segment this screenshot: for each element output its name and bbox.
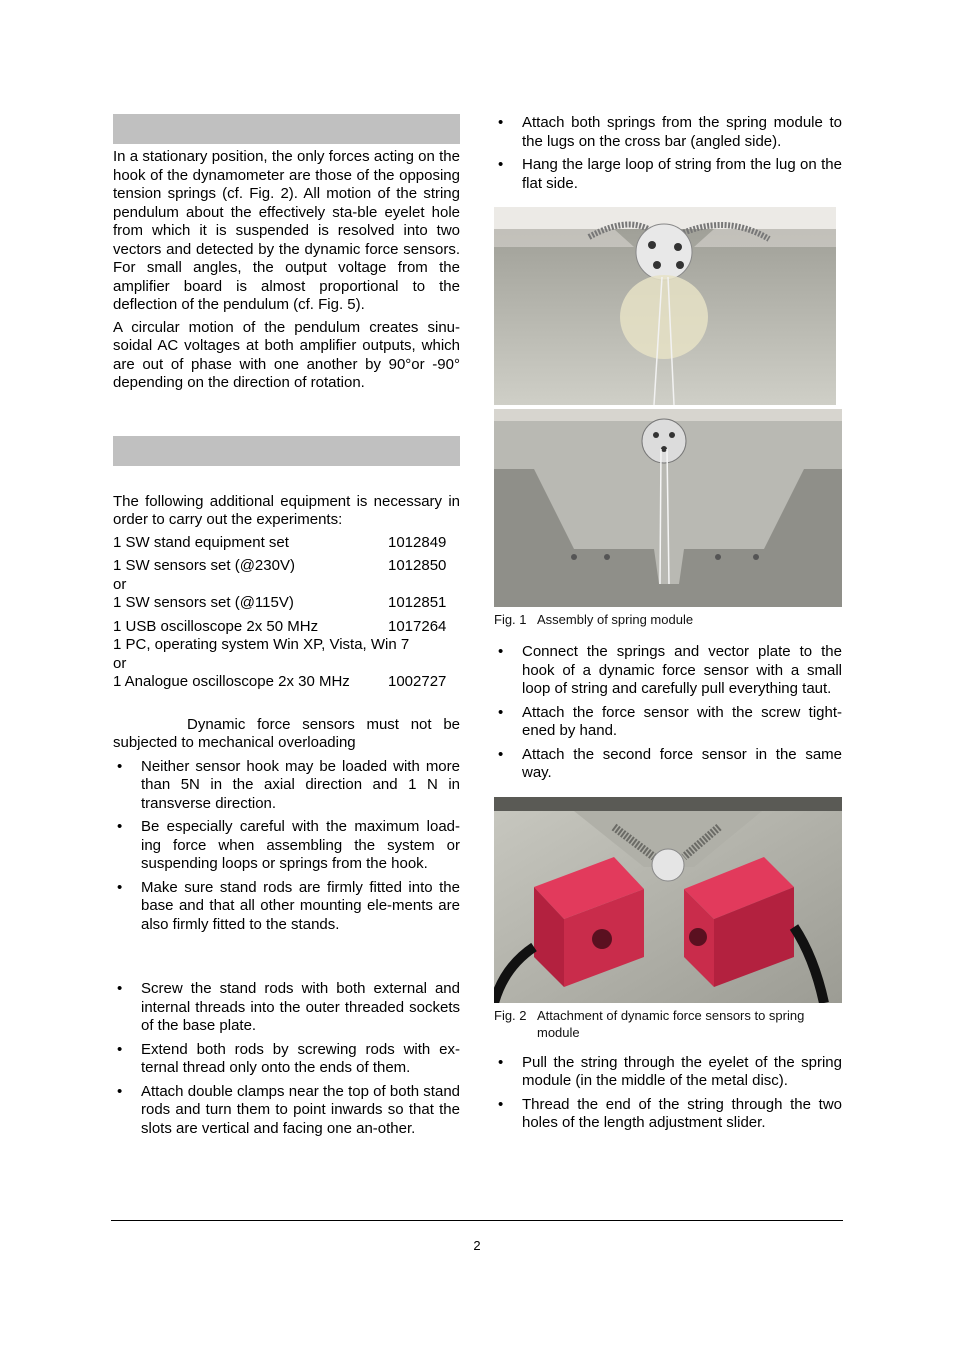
spring-module-photo-bottom bbox=[494, 409, 842, 607]
left-column bbox=[113, 114, 460, 1138]
list-item: • Attach both springs from the spring module to the lugs on the cross bar (angled side). bbox=[494, 114, 842, 151]
equipment-item: 1 SW sensors set (@115V) 1012851 bbox=[113, 594, 447, 611]
force-sensors-photo bbox=[494, 797, 842, 1003]
setup-bullets bbox=[113, 980, 460, 1138]
safety-bullets bbox=[113, 758, 460, 935]
page-number: 2 bbox=[473, 1238, 481, 1253]
equipment-or: or bbox=[113, 575, 127, 593]
section-heading-bar bbox=[113, 114, 460, 144]
figure-2-caption: Fig. 2 Attachment of dynamic force sensors to spring module bbox=[494, 1007, 805, 1040]
list-item: • Be especially careful with the maximum load-ing force when assembling the system or suspending loops or springs from the hook. bbox=[113, 818, 460, 874]
equipment-item: 1 PC, operating system Win XP, Vista, Win 7 bbox=[113, 636, 410, 653]
list-item: • Thread the end of the string through the two holes of the length adjustment slider. bbox=[494, 1096, 842, 1133]
spring-module-photo-top bbox=[494, 207, 836, 405]
list-item: • Extend both rods by screwing rods with ex-ternal thread only onto the ends of them. bbox=[113, 1041, 460, 1078]
paragraph-equipment-intro: The following additional equipment is necessary in order to carry out the experiments: bbox=[113, 492, 460, 528]
list-item: • Make sure stand rods are firmly fitted into the base and that all other mounting ele-ments are also firmly fitted to the stands. bbox=[113, 879, 460, 935]
warning-text: Dynamic force sensors must not be subjected to mechanical overloading bbox=[113, 715, 460, 751]
figure-1-caption: Fig. 1 Assembly of spring module bbox=[494, 612, 694, 627]
figure-1-photos bbox=[494, 207, 842, 607]
section-heading-bar bbox=[113, 436, 460, 466]
right-column bbox=[494, 114, 842, 1133]
list-item: • Attach double clamps near the top of both stand rods and turn them to point inwards so that the slots are vertical and facing one an-other. bbox=[113, 1083, 460, 1139]
equipment-item: 1 Analogue oscilloscope 2x 30 MHz 1002727 bbox=[113, 673, 447, 690]
paragraph-circular-motion: A circular motion of the pendulum creates sinu-soidal AC voltages at both amplifier outputs, which are out of phase with one another by 90°or -90° depending on the direction of rotation. bbox=[113, 318, 460, 391]
string-bullets bbox=[494, 1054, 842, 1133]
equipment-list bbox=[113, 534, 460, 692]
equipment-or: or bbox=[113, 654, 127, 672]
equipment-item: 1 USB oscilloscope 2x 50 MHz 1017264 bbox=[113, 617, 447, 635]
equipment-item: 1 SW sensors set (@230V) 1012850 bbox=[113, 557, 447, 574]
spring-bullets bbox=[494, 114, 842, 193]
list-item: • Attach the second force sensor in the same way. bbox=[494, 746, 842, 783]
list-item: • Screw the stand rods with both external and internal threads into the outer threaded sockets of the base plate. bbox=[113, 980, 460, 1036]
list-item: • Attach the force sensor with the screw tight-ened by hand. bbox=[494, 704, 842, 741]
list-item: • Connect the springs and vector plate to the hook of a dynamic force sensor with a small loop of string and carefully pull everything taut. bbox=[494, 643, 842, 699]
footer-divider bbox=[111, 1220, 843, 1221]
list-item: • Hang the large loop of string from the lug on the flat side. bbox=[494, 156, 842, 193]
paragraph-principle: In a stationary position, the only forces acting on the hook of the dynamometer are those of the opposing tension springs (cf. Fig. 2). All motion of the string pendulum about the effectively sta-ble eyelet hole from which it is suspended is resolved into two vectors and detected by the dynamic force sensors. For small angles, the output voltage from the amplifier board is almost proportional to the deflection of the pendulum (cf. Fig. 5). bbox=[113, 148, 460, 313]
equipment-item: 1 SW stand equipment set 1012849 bbox=[113, 533, 447, 551]
list-item: • Pull the string through the eyelet of the spring module (in the middle of the metal disc). bbox=[494, 1054, 842, 1091]
sensor-bullets bbox=[494, 643, 842, 783]
list-item: • Neither sensor hook may be loaded with more than 5N in the axial direction and 1 N in transverse direction. bbox=[113, 758, 460, 814]
